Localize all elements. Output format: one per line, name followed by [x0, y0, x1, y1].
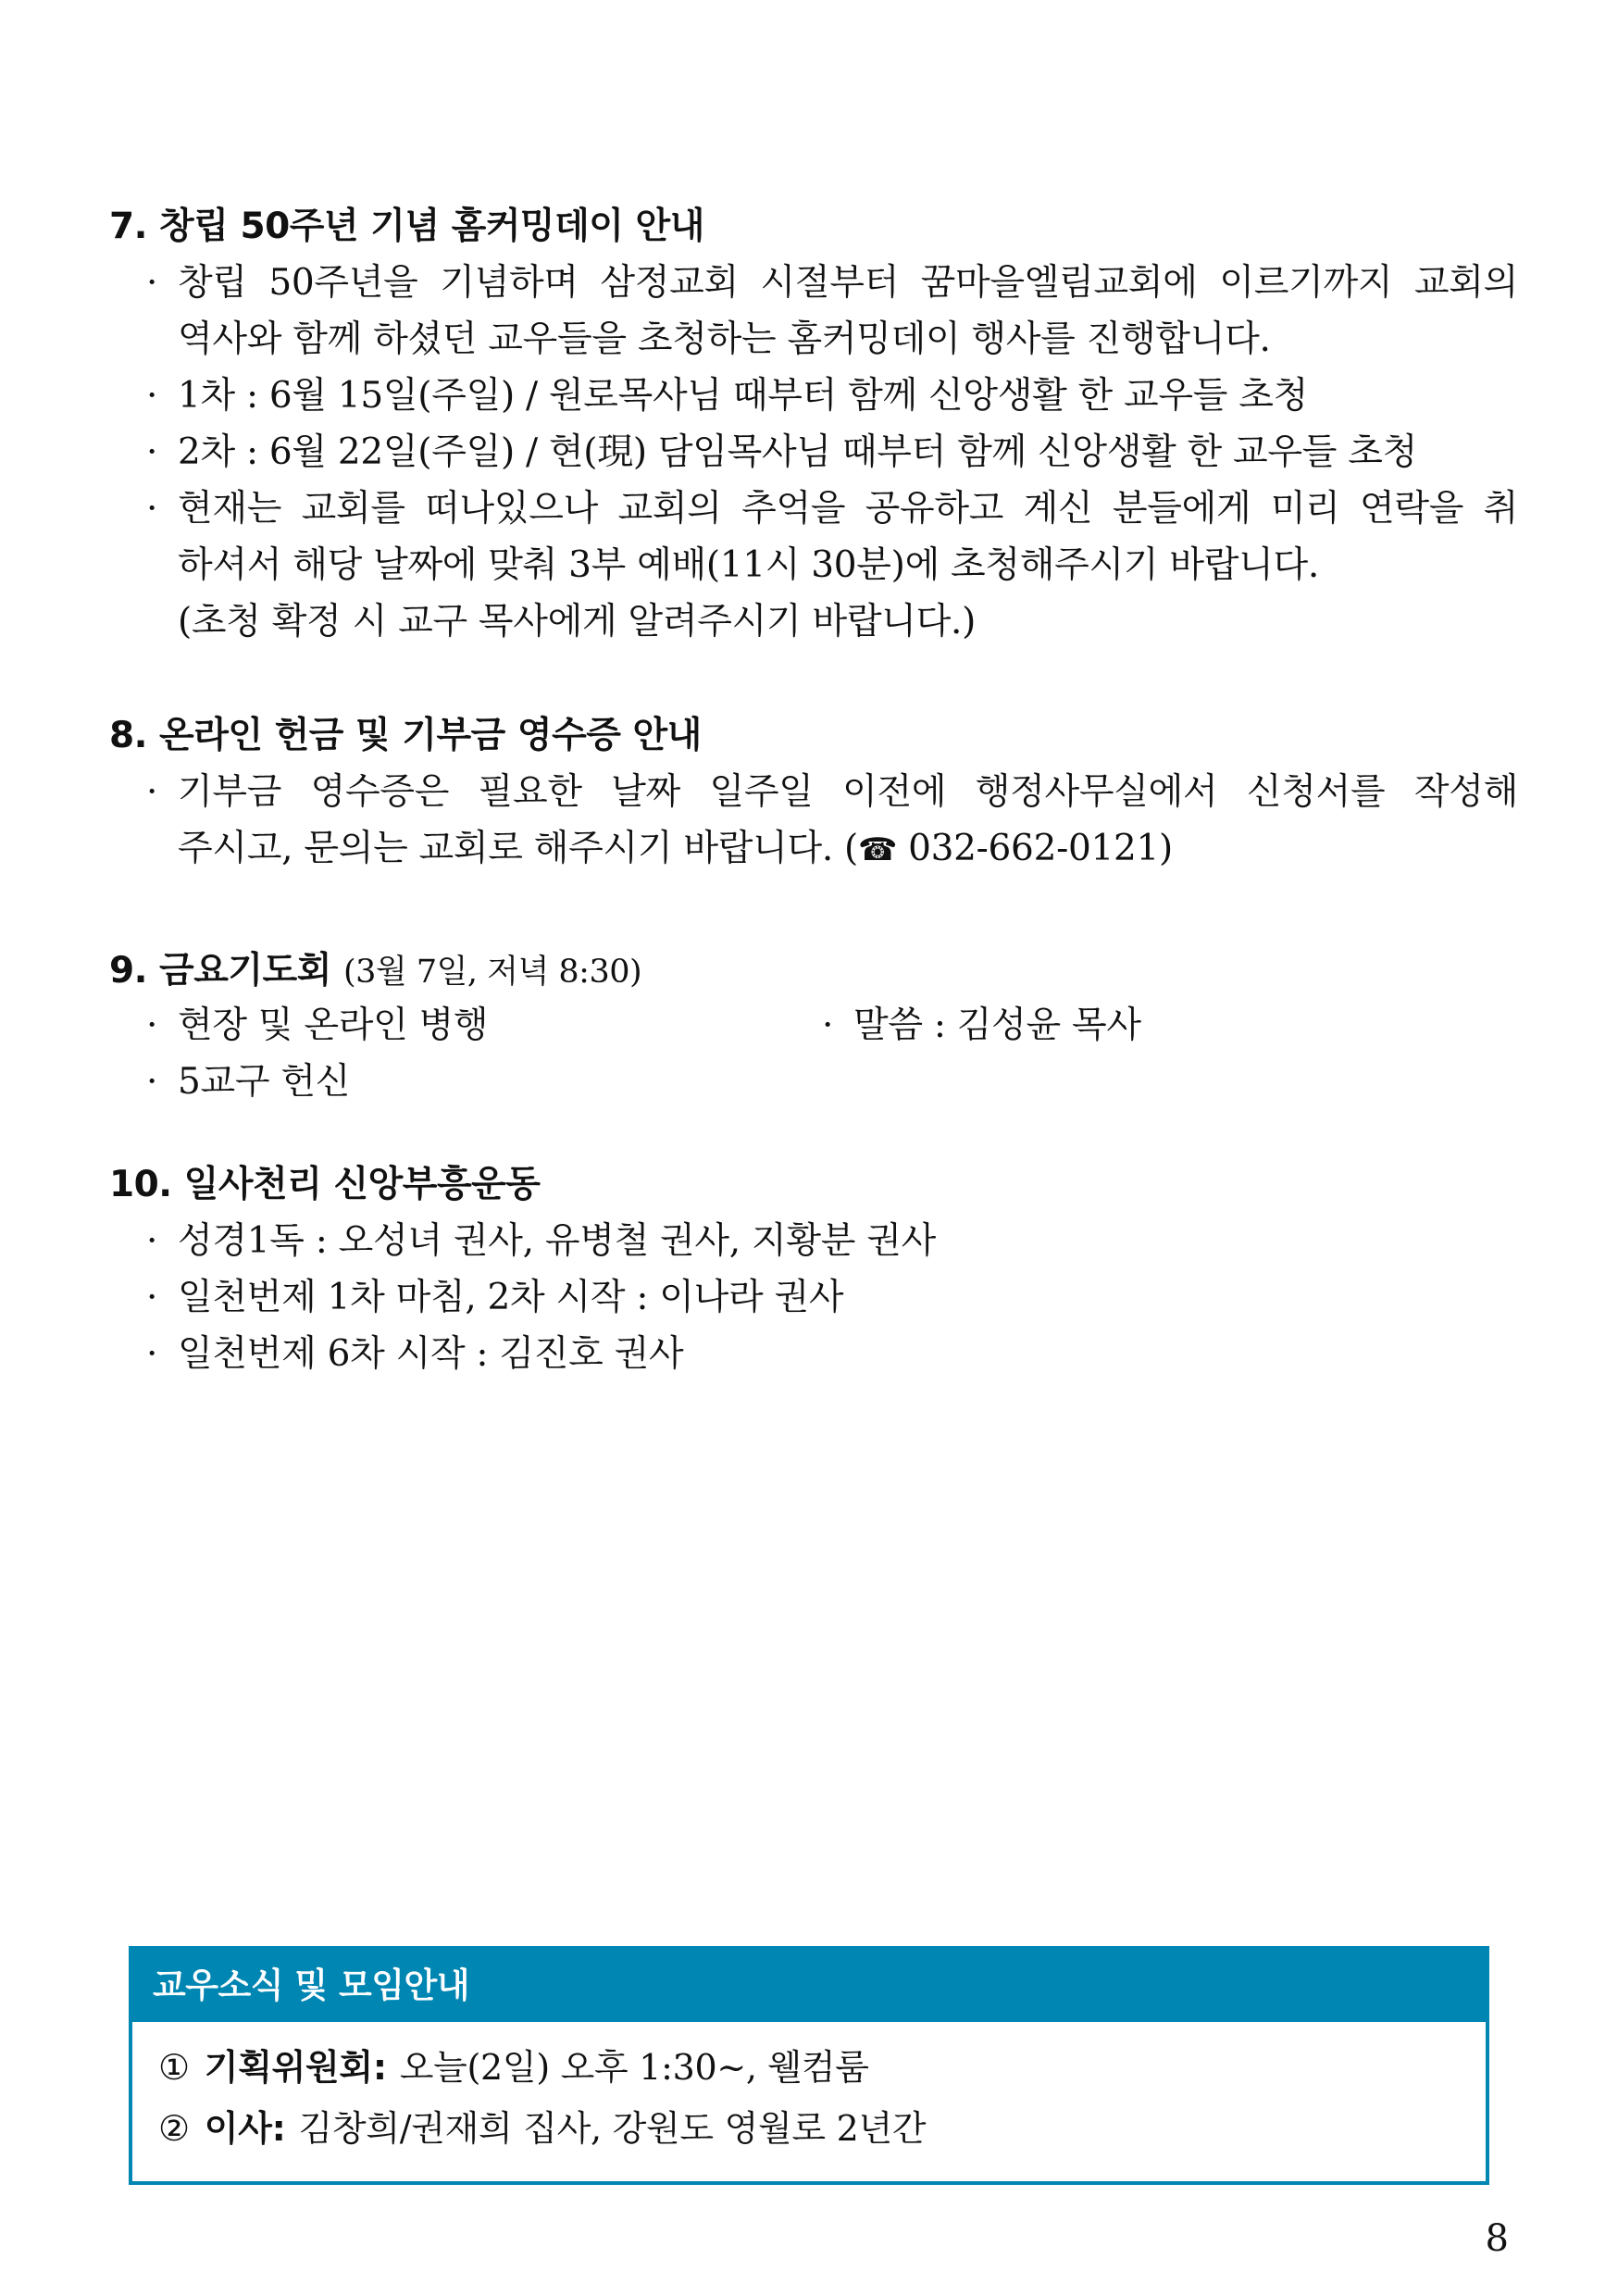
- item-line: 일천번제 1차 마침, 2차 시작 : 이나라 권사: [178, 1277, 844, 1318]
- item-line: [178, 820, 1518, 879]
- circled-number: ②: [158, 2108, 190, 2149]
- section-title: 7. 창립 50주년 기념 홈커밍데이 안내: [109, 206, 704, 247]
- item-line-text: 주시고, 문의는 교회로 해주시기 바랍니다. (: [178, 828, 858, 869]
- list-item: [109, 424, 1518, 480]
- news-row: [158, 2098, 1486, 2159]
- bullet: ·: [146, 1220, 158, 1262]
- list-item: [109, 480, 1518, 593]
- bullet: ·: [146, 375, 158, 417]
- bullet: ·: [146, 1061, 158, 1103]
- item-line: 5교구 헌신: [178, 1061, 351, 1103]
- item-line: 1차 : 6월 15일(주일) / 원로목사님 때부터 함께 신앙생활 한 교우들 초청: [178, 375, 1308, 417]
- item-line: 역사와 함께 하셨던 교우들을 초청하는 홈커밍데이 행사를 진행합니다.: [178, 318, 1271, 360]
- list-item-right: [822, 997, 1141, 1054]
- box-title: 교우소식 및 모임안내: [132, 1950, 1486, 2022]
- item-line: 현재는 교회를 떠나있으나 교회의 추억을 공유하고 계신 분들에게 미리 연락을 취: [178, 488, 1518, 530]
- section-title-note: (3월 7일, 저녁 8:30): [342, 954, 642, 991]
- news-label: 이사:: [204, 2108, 286, 2149]
- list-item: [109, 255, 1518, 368]
- item-line: 말씀 : 김성윤 목사: [853, 1004, 1141, 1046]
- bullet: ·: [146, 1004, 158, 1046]
- phone-icon: ☎: [857, 831, 898, 868]
- item-line: 현장 및 온라인 병행: [178, 1004, 489, 1046]
- section-donation-receipt: [109, 711, 1518, 879]
- phone-number: 032-662-0121): [908, 828, 1173, 869]
- list-item: [109, 1213, 1518, 1269]
- bullet: ·: [146, 1277, 158, 1318]
- section-title-text: 9. 금요기도회: [109, 950, 331, 992]
- bullet: ·: [822, 1004, 834, 1046]
- list-item: [109, 1269, 1518, 1326]
- bullet: ·: [146, 488, 158, 530]
- section-friday-prayer: [109, 946, 1518, 1110]
- item-line: 창립 50주년을 기념하며 삼정교회 시절부터 꿈마을엘림교회에 이르기까지 교회의: [178, 262, 1518, 304]
- section-revival-movement: [109, 1160, 1518, 1382]
- bullet: ·: [146, 431, 158, 473]
- news-label: 기획위원회:: [204, 2047, 387, 2088]
- circled-number: ①: [158, 2047, 190, 2088]
- item-line: 성경1독 : 오성녀 권사, 유병철 권사, 지황분 권사: [178, 1220, 936, 1262]
- item-line: 일천번제 6차 시작 : 김진호 권사: [178, 1333, 684, 1375]
- news-text: 오늘(2일) 오후 1:30~, 웰컴룸: [399, 2047, 869, 2088]
- page-number: 8: [1485, 2217, 1509, 2260]
- item-line: 하셔서 해당 날짜에 맞춰 3부 예배(11시 30분)에 초청해주시기 바랍니다.: [178, 544, 1319, 586]
- news-row: [158, 2037, 1486, 2098]
- list-item: [109, 997, 1518, 1054]
- section-title: 10. 일사천리 신앙부흥운동: [109, 1164, 541, 1205]
- bullet: ·: [146, 771, 158, 813]
- list-item: [109, 1326, 1518, 1382]
- section-homecoming: [109, 202, 1518, 650]
- church-news-box: [129, 1946, 1489, 2185]
- box-body: [132, 2022, 1486, 2159]
- item-line: 기부금 영수증은 필요한 날짜 일주일 이전에 행정사무실에서 신청서를 작성해: [178, 771, 1518, 813]
- item-line: 2차 : 6월 22일(주일) / 현(現) 담임목사님 때부터 함께 신앙생활 한 교우들 초청: [178, 431, 1417, 473]
- item-continuation: (초청 확정 시 교구 목사에게 알려주시기 바랍니다.): [178, 601, 976, 643]
- section-title: 8. 온라인 헌금 및 기부금 영수증 안내: [109, 715, 702, 756]
- list-item: [109, 1054, 1518, 1110]
- list-item: [109, 368, 1518, 424]
- news-text: 김창희/권재희 집사, 강원도 영월로 2년간: [298, 2108, 927, 2149]
- section-title: [109, 946, 1518, 997]
- list-item: [109, 764, 1518, 879]
- bullet: ·: [146, 262, 158, 304]
- bullet: ·: [146, 1333, 158, 1375]
